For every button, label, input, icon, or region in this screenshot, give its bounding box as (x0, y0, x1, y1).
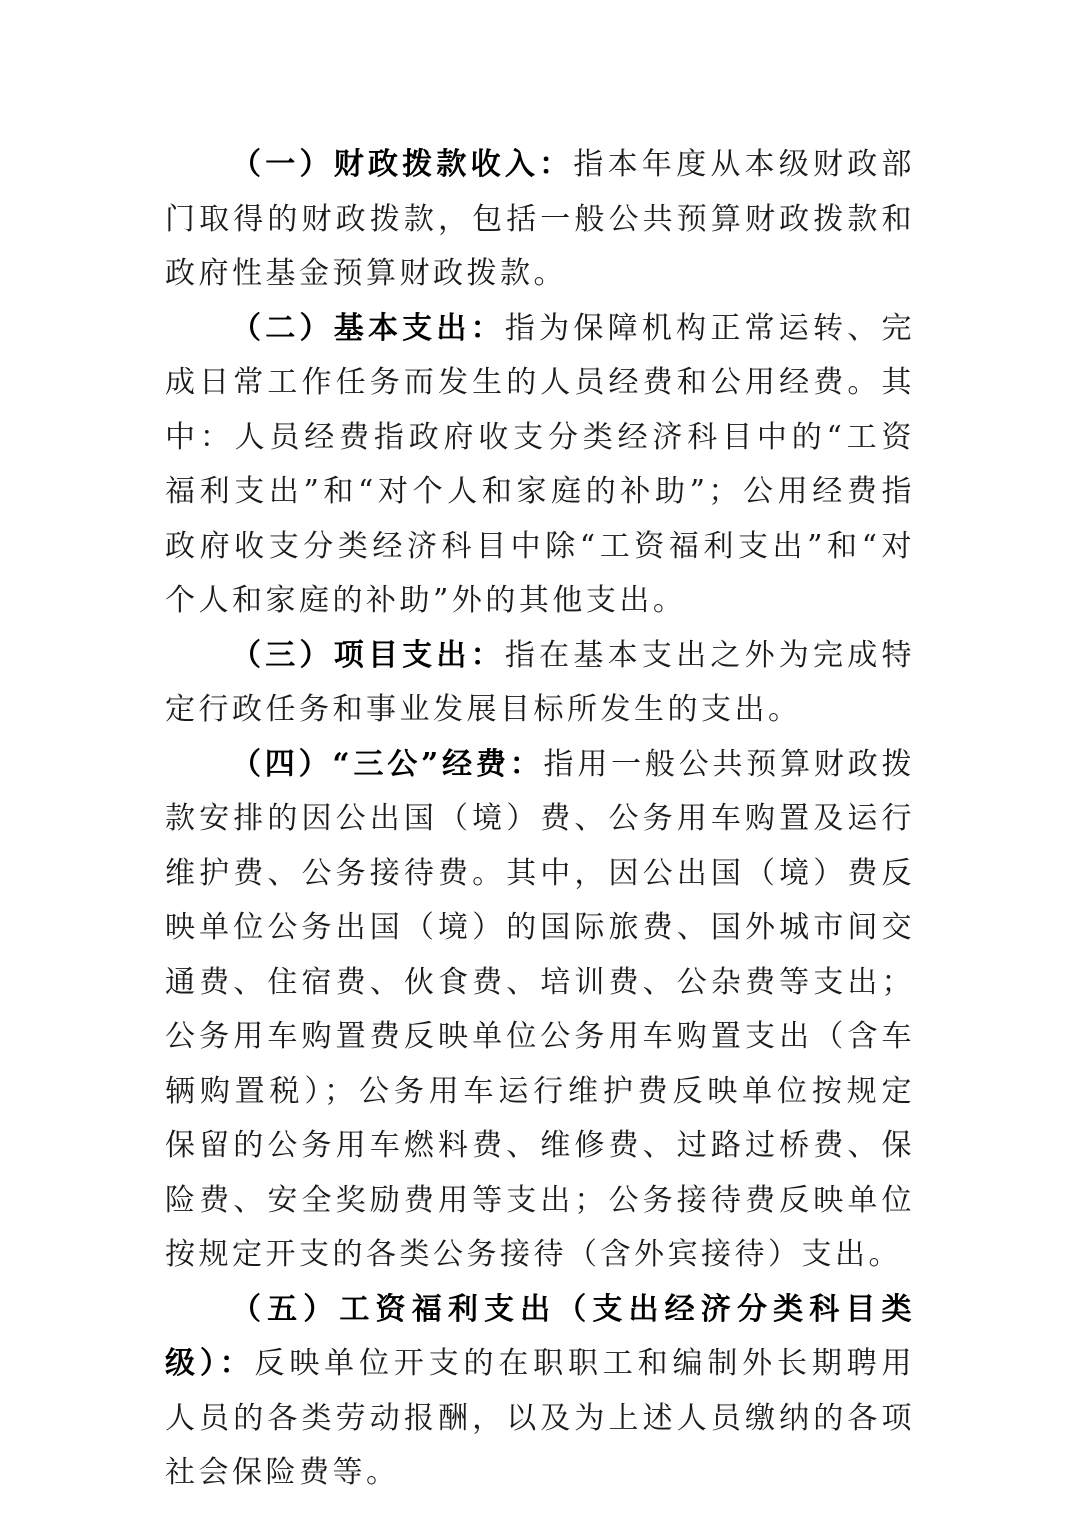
definition-term: （二）基本支出： (231, 310, 505, 346)
definition-paragraph-5 (165, 1283, 915, 1501)
definition-text: 指在基本支出之外为完成特定行政任务和事业发展目标所发生的支出。 (165, 637, 916, 727)
definition-text: 指为保障机构正常运转、完成日常工作任务而发生的人员经费和公用经费。其中：人员经费指政府收支分类经济科目中的“工资福利支出”和“对个人和家庭的补助”；公用经费指政府收支分类经济科目中除“工资福利支出”和“对个人和家庭的补助”外的其他支出。 (165, 310, 916, 618)
definition-paragraph-1 (165, 138, 915, 302)
definition-paragraph-4 (165, 738, 915, 1283)
definition-text: 指用一般公共预算财政拨款安排的因公出国（境）费、公务用车购置及运行维护费、公务接待费。其中，因公出国（境）费反映单位公务出国（境）的国际旅费、国外城市间交通费、住宿费、伙食费、培训费、公杂费等支出；公务用车购置费反映单位公务用车购置支出（含车辆购置税）；公务用车运行维护费反映单位按规定保留的公务用车燃料费、维修费、过路过桥费、保险费、安全奖励费用等支出；公务接待费反映单位按规定开支的各类公务接待（含外宾接待）支出。 (165, 746, 916, 1272)
definition-text: 指本年度从本级财政部门取得的财政拨款，包括一般公共预算财政拨款和政府性基金预算财政拨款。 (165, 147, 916, 291)
definition-paragraph-2 (165, 302, 915, 629)
definition-text: 反映单位开支的在职职工和编制外长期聘用人员的各类劳动报酬，以及为上述人员缴纳的各项社会保险费等。 (165, 1346, 915, 1490)
definition-term: （三）项目支出： (231, 637, 505, 673)
definition-paragraph-3 (165, 629, 915, 738)
definition-term: （四）“三公”经费： (231, 746, 544, 782)
definition-term: （五）工资福利支出（支出经济分类科目类级）： (165, 1291, 915, 1381)
definition-term: （一）财政拨款收入： (231, 147, 574, 182)
document-body (165, 138, 915, 1501)
